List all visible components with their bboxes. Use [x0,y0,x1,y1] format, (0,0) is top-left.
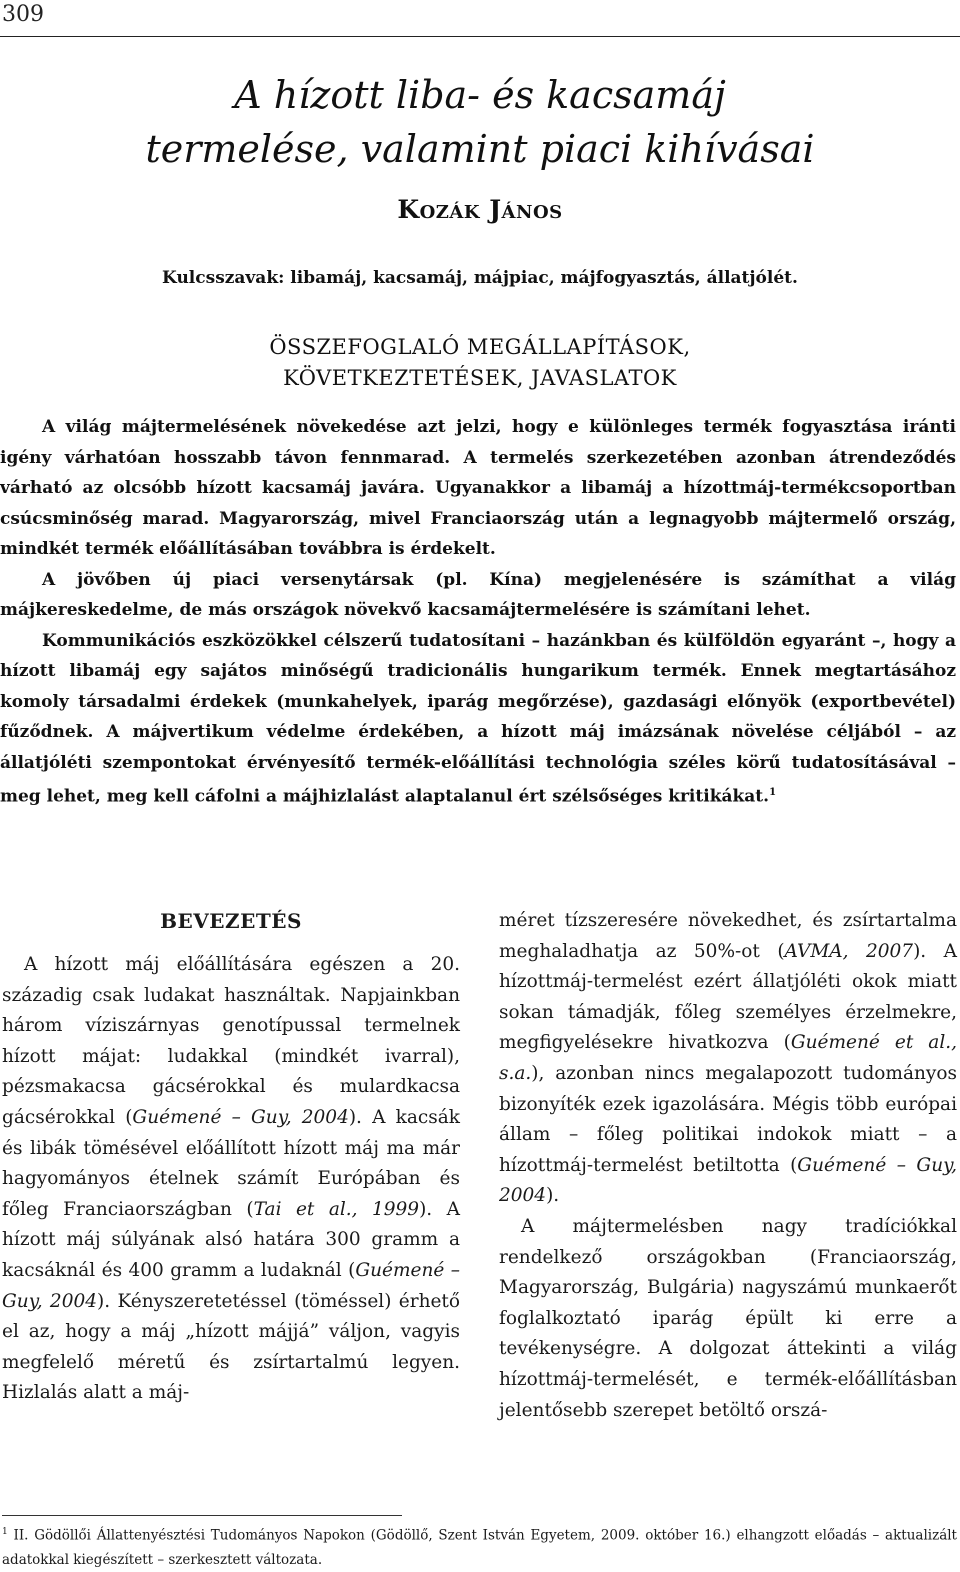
citation: AVMA, 2007 [784,940,914,962]
citation: Guémené – Guy, 2004 [2,1259,460,1312]
citation: Guémené et al., s.a. [499,1032,957,1084]
text-run: ). A hízottmáj-termelést ezért állatjóléti okok miatt sokan támadják, főleg személyes érzelmekre, megfigyelésekre hivatkozva ( [499,940,957,1054]
intro-paragraph-1 [2,950,460,1409]
page-number: 309 [2,2,44,27]
text-run: ), azonban nincs megalapozott tudományos bizonyíték ezek igazolására. Mégis több európai állam – főleg politikai indokok miatt – a hízottmáj-termelést betiltotta ( [499,1062,957,1176]
intro-paragraph-2: A májtermelésben nagy tradíciókkal rendelkező országokban (Franciaország, Magyarország, Bulgária) nagyszámú munkaerőt foglalkoztató iparág épült ki erre a tevékenységre. A dolgozat áttekinti a világ hízottmáj-termelését, e termék-előállításban jelentősebb szerepet betöltő orszá- [499,1215,957,1421]
keywords: Kulcsszavak: libamáj, kacsamáj, májpiac, májfogyasztás, állatjólét. [162,268,798,288]
text-run: ). A hízott máj súlyának alsó határa 300 gramm a kacsáknál és 400 gramm a ludaknál ( [2,1198,461,1281]
intro-heading: BEVEZETÉS [160,909,302,933]
intro-right-column [499,906,957,1426]
article-title-line-2: termelése, valamint piaci kihívásai [145,127,815,171]
citation: Tai et al., 1999 [253,1198,420,1220]
footnote-text: II. Gödöllői Állattenyésztési Tudományos Napokon (Gödöllő, Szent István Egyetem, 2009. október 16.) elhangzott előadás – aktualizált adatokkal kiegészített – szerkesztett változata. [2,1527,957,1568]
summary-section [0,412,956,812]
citation: Guémené – Guy, 2004 [499,1154,957,1207]
summary-paragraph-3 [0,626,956,813]
intro-paragraph-1-continued [499,906,957,1212]
article-title-line-1: A hízott liba- és kacsamáj [234,73,726,117]
footnote [2,1520,957,1572]
summary-paragraph-3-text: Kommunikációs eszközökkel célszerű tudatosítani – hazánkban és külföldön egyaránt –, hogy a hízott libamáj egy sajátos minőségű tradicionális hungarikum termék. Ennek megtartásához komoly társadalmi érdekek (munkahelyek, iparág megőrzése), gazdasági előnyök (exportbevétel) fűződnek. A májvertikum védelme érdekében, a hízott máj imázsának növelése céljából – az állatjóléti szempontokat érvényesítő termék-előállítási technológia széles körű tudatosításával – meg lehet, meg kell cáfolni a májhizlalást alaptalanul ért szélsőséges kritikákat. [0,630,956,807]
footnote-mark: 1 [2,1527,8,1537]
text-run: ). Kényszeretetéssel (töméssel) érhető el az, hogy a máj „hízott májjá” váljon, vagyis megfelelő méretű és zsírtartalmú legyen. Hizlalás alatt a máj- [2,1290,461,1404]
footnote-rule [2,1515,402,1516]
summary-heading-line-2: KÖVETKEZTETÉSEK, JAVASLATOK [283,366,677,390]
summary-paragraph-2: A jövőben új piaci versenytársak (pl. Kína) megjelenésére is számíthat a világ májkereskedelme, de más országok növekvő kacsamájtermelésére is számítani lehet. [0,569,956,620]
text-run: ). [546,1185,560,1207]
footnote-reference[interactable]: 1 [769,787,777,798]
header-rule [0,36,960,37]
summary-heading-line-1: ÖSSZEFOGLALÓ MEGÁLLAPÍTÁSOK, [269,335,691,359]
text-run: A hízott máj előállítására egészen a 20. századig csak ludakat használtak. Napjainkban három víziszárnyas genotípussal termelnek hízott májat: ludakkal (mindkét ivarral), pézsmakacsa gácsérokkal és mulardkacsa gácsérokkal ( [2,954,460,1128]
summary-paragraph-1: A világ májtermelésének növekedése azt jelzi, hogy e különleges termék fogyasztása iránti igény várhatóan hosszabb távon fennmarad. A termelés szerkezetében azonban átrendeződés várható az olcsóbb hízott kacsamáj javára. Ugyanakkor a libamáj a hízottmáj-termékcsoportban csúcsminőség marad. Magyarország, mivel Franciaország után a legnagyobb májtermelő ország, mindkét termék előállításában továbbra is érdekelt. [0,417,956,559]
intro-left-column [2,906,460,1409]
citation: Guémené – Guy, 2004 [132,1106,349,1128]
author-name: Kozák János [397,195,563,224]
text-run: méret tízszeresére növekedhet, és zsírtartalma meghaladhatja az 50%-ot ( [499,910,957,962]
text-run: ). A kacsák és libák tömésével előállított hízott máj ma már hagyományos ételnek számít Európában és főleg Franciaországban ( [2,1106,460,1220]
